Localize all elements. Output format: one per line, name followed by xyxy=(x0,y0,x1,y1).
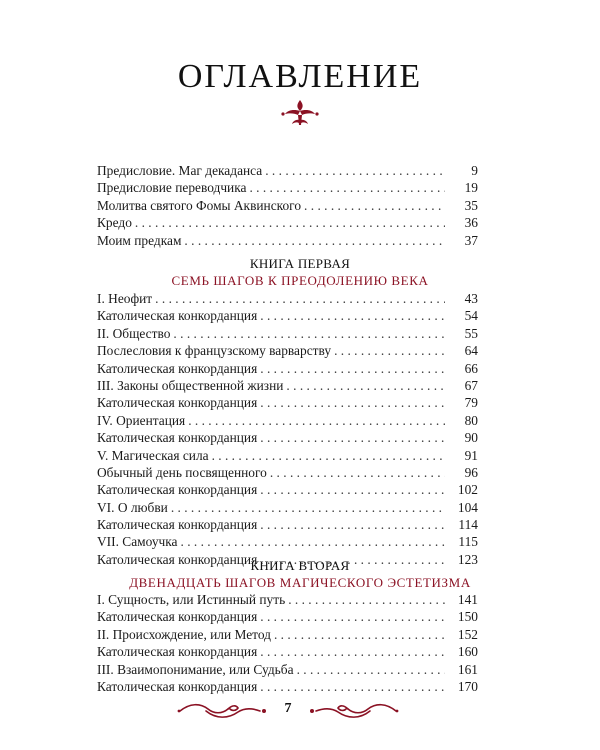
book1-heading xyxy=(0,256,600,290)
book1-label: КНИГА ПЕРВАЯ xyxy=(249,256,351,271)
page-number: 7 xyxy=(284,701,292,716)
toc-entry[interactable]: III. Законы общественной жизни . . . 67 xyxy=(97,378,478,395)
toc-entry[interactable]: Католическая конкорданция . . . 90 xyxy=(97,430,478,447)
toc-entry[interactable]: VII. Самоучка . . . 115 xyxy=(97,534,478,551)
book1-title: СЕМЬ ШАГОВ К ПРЕОДОЛЕНИЮ ВЕКА xyxy=(171,273,429,288)
toc-entry[interactable]: Предисловие. Маг декаданса . . . 9 xyxy=(97,163,478,180)
book2-heading xyxy=(0,558,600,592)
book2-label: КНИГА ВТОРАЯ xyxy=(250,558,350,573)
toc-entry[interactable]: VI. О любви . . . 104 xyxy=(97,500,478,517)
toc-entry[interactable]: Молитва святого Фомы Аквинского . . . 35 xyxy=(97,198,478,215)
toc-entry[interactable]: Предисловие переводчика . . . 19 xyxy=(97,180,478,197)
toc-entry[interactable]: III. Взаимопонимание, или Судьба . . . 161 xyxy=(97,662,478,679)
fleuron-ornament-icon xyxy=(250,98,350,128)
toc-entry[interactable]: Католическая конкорданция . . . 114 xyxy=(97,517,478,534)
toc-entry[interactable]: Католическая конкорданция . . . 123 xyxy=(97,552,478,569)
toc-entry[interactable]: Католическая конкорданция . . . 79 xyxy=(97,395,478,412)
toc-entry[interactable]: Моим предкам . . . 37 xyxy=(97,233,478,250)
book2-list xyxy=(97,592,478,696)
toc-entry[interactable]: Католическая конкорданция . . . 102 xyxy=(97,482,478,499)
toc-entry[interactable]: Католическая конкорданция . . . 54 xyxy=(97,308,478,325)
footer-ornament-right-icon xyxy=(308,700,400,722)
toc-entry[interactable]: IV. Ориентация . . . 80 xyxy=(97,413,478,430)
toc-entry[interactable]: Обычный день посвященного . . . 96 xyxy=(97,465,478,482)
front-matter-list xyxy=(97,163,478,250)
book1-list xyxy=(97,291,478,569)
toc-entry[interactable]: I. Сущность, или Истинный путь . . . 141 xyxy=(97,592,478,609)
toc-entry[interactable]: Католическая конкорданция . . . 170 xyxy=(97,679,478,696)
toc-entry[interactable]: II. Общество . . . 55 xyxy=(97,326,478,343)
toc-entry[interactable]: Католическая конкорданция . . . 150 xyxy=(97,609,478,626)
toc-entry[interactable]: I. Неофит . . . 43 xyxy=(97,291,478,308)
book2-title: ДВЕНАДЦАТЬ ШАГОВ МАГИЧЕСКОГО ЭСТЕТИЗМА xyxy=(129,575,471,590)
toc-entry[interactable]: Кредо . . . 36 xyxy=(97,215,478,232)
toc-entry[interactable]: II. Происхождение, или Метод . . . 152 xyxy=(97,627,478,644)
toc-entry[interactable]: Католическая конкорданция . . . 66 xyxy=(97,361,478,378)
toc-entry[interactable]: Послесловия к французскому варварству . . . 64 xyxy=(97,343,478,360)
page-title: ОГЛАВЛЕНИЕ xyxy=(177,58,423,95)
toc-entry[interactable]: V. Магическая сила . . . 91 xyxy=(97,448,478,465)
toc-entry[interactable]: Католическая конкорданция . . . 160 xyxy=(97,644,478,661)
footer-ornament-left-icon xyxy=(176,700,268,722)
